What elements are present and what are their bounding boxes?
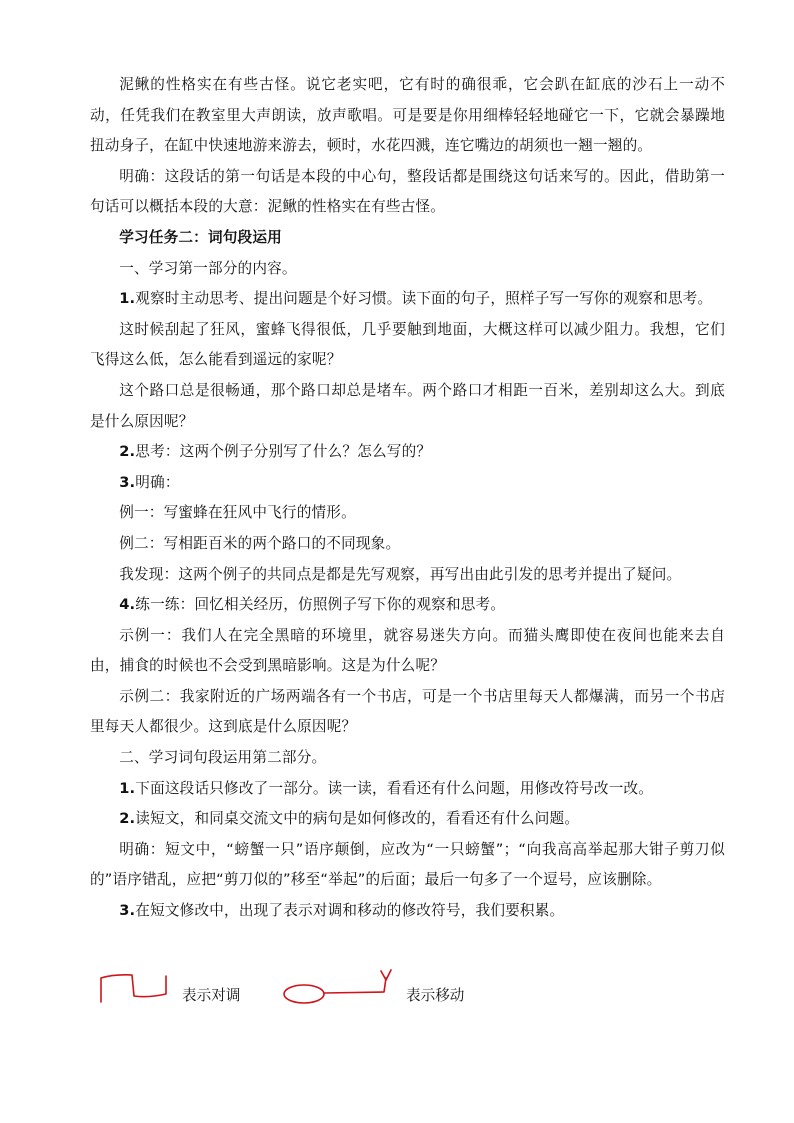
list-item-4 — [90, 590, 725, 621]
example-paragraph-bees: 这时候刮起了狂风，蜜蜂飞得很低，几乎要触到地面，大概这样可以减少阻力。我想，它们飞得这么低，怎么能看到遥远的家呢？ — [90, 320, 725, 369]
list-number: 2. — [119, 443, 136, 461]
subheading-part-two: 二、学习词句段运用第二部分。 — [119, 749, 327, 767]
list-text: 下面这段话只修改了一部分。读一读，看看还有什么问题，用修改符号改一改。 — [135, 779, 654, 797]
subheading-part-one: 一、学习第一部分的内容。 — [119, 259, 297, 277]
swap-mark-icon — [98, 972, 170, 1004]
list-text: 明确： — [135, 473, 180, 491]
example-two-summary: 例二：写相距百米的两个路口的不同现象。 — [119, 534, 401, 552]
list-number: 3. — [119, 902, 136, 920]
sample-one-paragraph: 示例一：我们人在完全黑暗的环境里，就容易迷失方向。而猫头鹰即使在夜间也能来去自由，捕食的时候也不会受到黑暗影响。这是为什么呢？ — [90, 626, 725, 675]
list-item-3 — [90, 468, 725, 499]
list-number: 1. — [119, 290, 136, 308]
clarification-paragraph-2: 明确：短文中，“螃蟹一只”语序颠倒，应改为“一只螃蟹”；“向我高高举起那大钳子剪刀似的”语序错乱，应把“剪刀似的”移至“举起”的后面；最后一句多了一个逗号，应该删除。 — [90, 840, 725, 889]
discovery-paragraph: 我发现：这两个例子的共同点是都是先写观察，再写出由此引发的思考并提出了疑问。 — [119, 565, 682, 583]
example-one-summary: 例一：写蜜蜂在狂风中飞行的情形。 — [119, 504, 356, 522]
list-item-part2-2 — [90, 804, 725, 835]
list-number: 1. — [119, 779, 136, 797]
paragraph-loach-description: 泥鳅的性格实在有些古怪。说它老实吧，它有时的确很乖，它会趴在缸底的沙石上一动不动，任凭我们在教室里大声朗读，放声歌唱。可是要是你用细棒轻轻地碰它一下，它就会暴躁地扭动身子，在缸中快速地游来游去，顿时，水花四溅，连它嘴边的胡须也一翘一翘的。 — [90, 76, 725, 155]
list-text: 观察时主动思考、提出问题是个好习惯。读下面的句子，照样子写一写你的观察和思考。 — [135, 290, 713, 308]
move-mark-label: 表示移动 — [406, 987, 465, 1004]
list-item-part2-1 — [90, 774, 725, 805]
list-text: 练一练：回忆相关经历，仿照例子写下你的观察和思考。 — [135, 596, 506, 614]
swap-mark-label: 表示对调 — [182, 987, 241, 1004]
sample-two-paragraph: 示例二：我家附近的广场两端各有一个书店，可是一个书店里每天人都爆满，而另一个书店里每天人都很少。这到底是什么原因呢？ — [90, 687, 725, 736]
list-number: 3. — [119, 473, 136, 491]
list-text: 在短文修改中，出现了表示对调和移动的修改符号，我们要积累。 — [135, 902, 565, 920]
revision-symbols-legend — [90, 966, 725, 1016]
paragraph-clarification-1: 明确：这段话的第一句话是本段的中心句，整段话都是围绕这句话来写的。因此，借助第一句话可以概括本段的大意：泥鳅的性格实在有些古怪。 — [90, 167, 725, 216]
list-number: 4. — [119, 596, 136, 614]
list-text: 思考：这两个例子分别写了什么？怎么写的？ — [135, 443, 432, 461]
section-heading-task-two: 学习任务二：词句段运用 — [119, 228, 282, 246]
list-number: 2. — [119, 810, 136, 828]
list-item-2 — [90, 437, 725, 468]
list-text: 读短文，和同桌交流文中的病句是如何修改的，看看还有什么问题。 — [135, 810, 580, 828]
list-item-part2-3 — [90, 896, 725, 927]
document-body — [90, 70, 725, 927]
list-item-1 — [90, 284, 725, 315]
move-mark-icon — [282, 968, 394, 1004]
example-paragraph-crossing: 这个路口总是很畅通，那个路口却总是堵车。两个路口才相距一百米，差别却这么大。到底是什么原因呢？ — [90, 381, 725, 430]
